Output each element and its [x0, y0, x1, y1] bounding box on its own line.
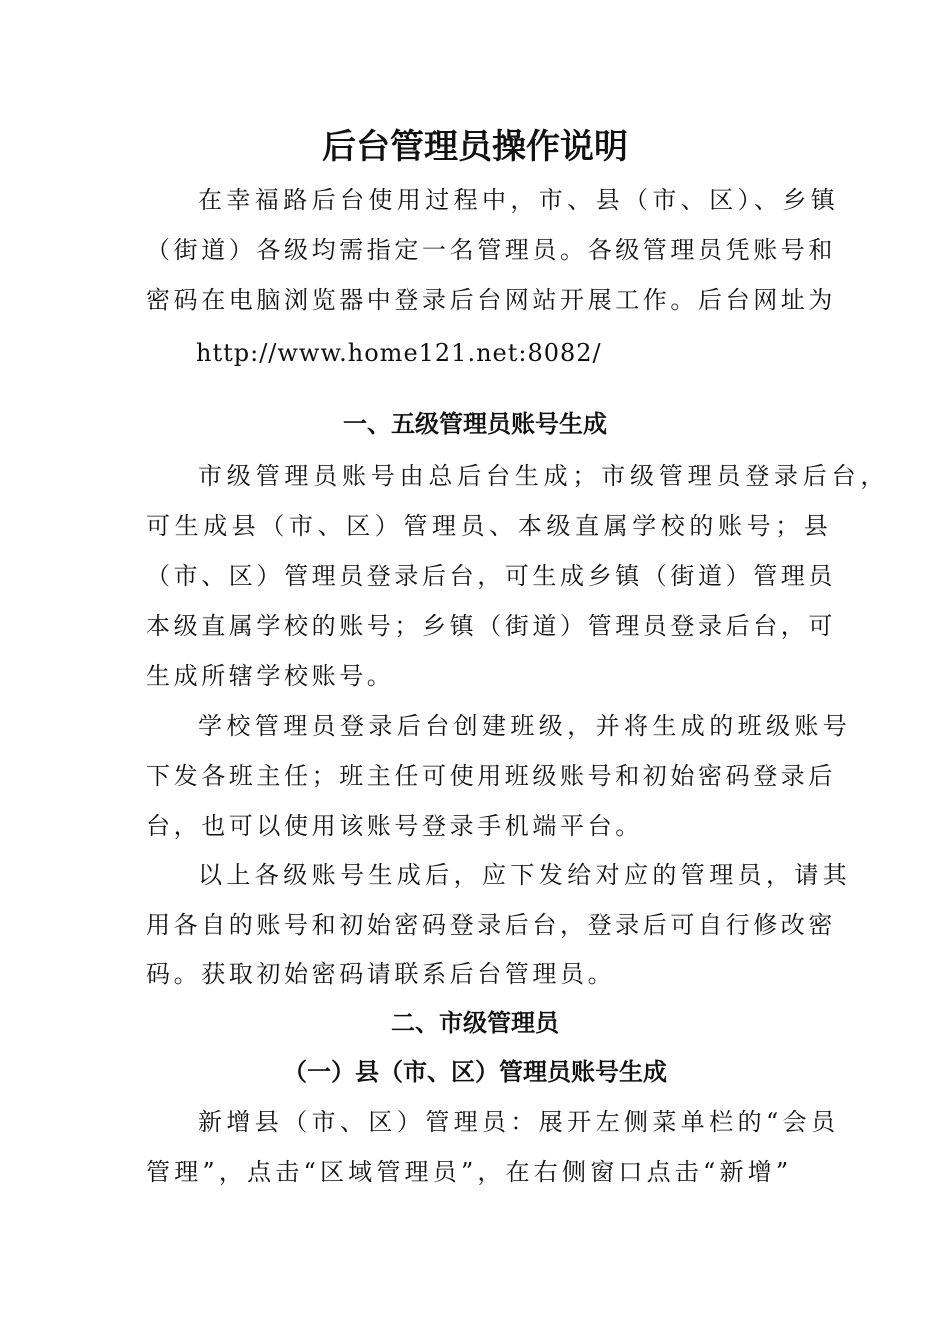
paragraph-line: （市、区）管理员登录后台，可生成乡镇（街道）管理员 [146, 562, 836, 590]
intro-line: 密码在电脑浏览器中登录后台网站开展工作。后台网址为 [146, 286, 836, 314]
backend-url-text: http://www.home121.net:8082/ [196, 339, 602, 367]
paragraph-line: 码。获取初始密码请联系后台管理员。 [146, 960, 616, 988]
paragraph-line: 下发各班主任；班主任可使用班级账号和初始密码登录后 [146, 762, 836, 790]
document-title: 后台管理员操作说明 [322, 127, 628, 167]
paragraph-line: 用各自的账号和初始密码登录后台，登录后可自行修改密 [146, 911, 836, 939]
paragraph-line: 新增县（市、区）管理员：展开左侧菜单栏的“会员 [198, 1108, 840, 1136]
paragraph-line: 台，也可以使用该账号登录手机端平台。 [146, 812, 643, 840]
paragraph-line: 本级直属学校的账号；乡镇（街道）管理员登录后台，可 [146, 612, 836, 640]
paragraph-line: 管理”，点击“区域管理员”，在右侧窗口点击“新增” [146, 1158, 793, 1186]
paragraph-line: 可生成县（市、区）管理员、本级直属学校的账号；县 [146, 512, 833, 540]
paragraph-line: 学校管理员登录后台创建班级，并将生成的班级账号 [198, 712, 852, 740]
section2-heading: 二、市级管理员 [391, 1009, 559, 1037]
intro-line: 在幸福路后台使用过程中，市、县（市、区）、乡镇 [198, 186, 840, 214]
intro-line: （街道）各级均需指定一名管理员。各级管理员凭账号和 [146, 236, 836, 264]
section2-subheading: （一）县（市、区）管理员账号生成 [283, 1058, 667, 1086]
section1-heading: 一、五级管理员账号生成 [343, 410, 607, 438]
paragraph-line: 生成所辖学校账号。 [146, 662, 395, 690]
paragraph-line: 以上各级账号生成后，应下发给对应的管理员，请其 [198, 861, 852, 889]
paragraph-line: 市级管理员账号由总后台生成；市级管理员登录后台， [198, 462, 890, 490]
